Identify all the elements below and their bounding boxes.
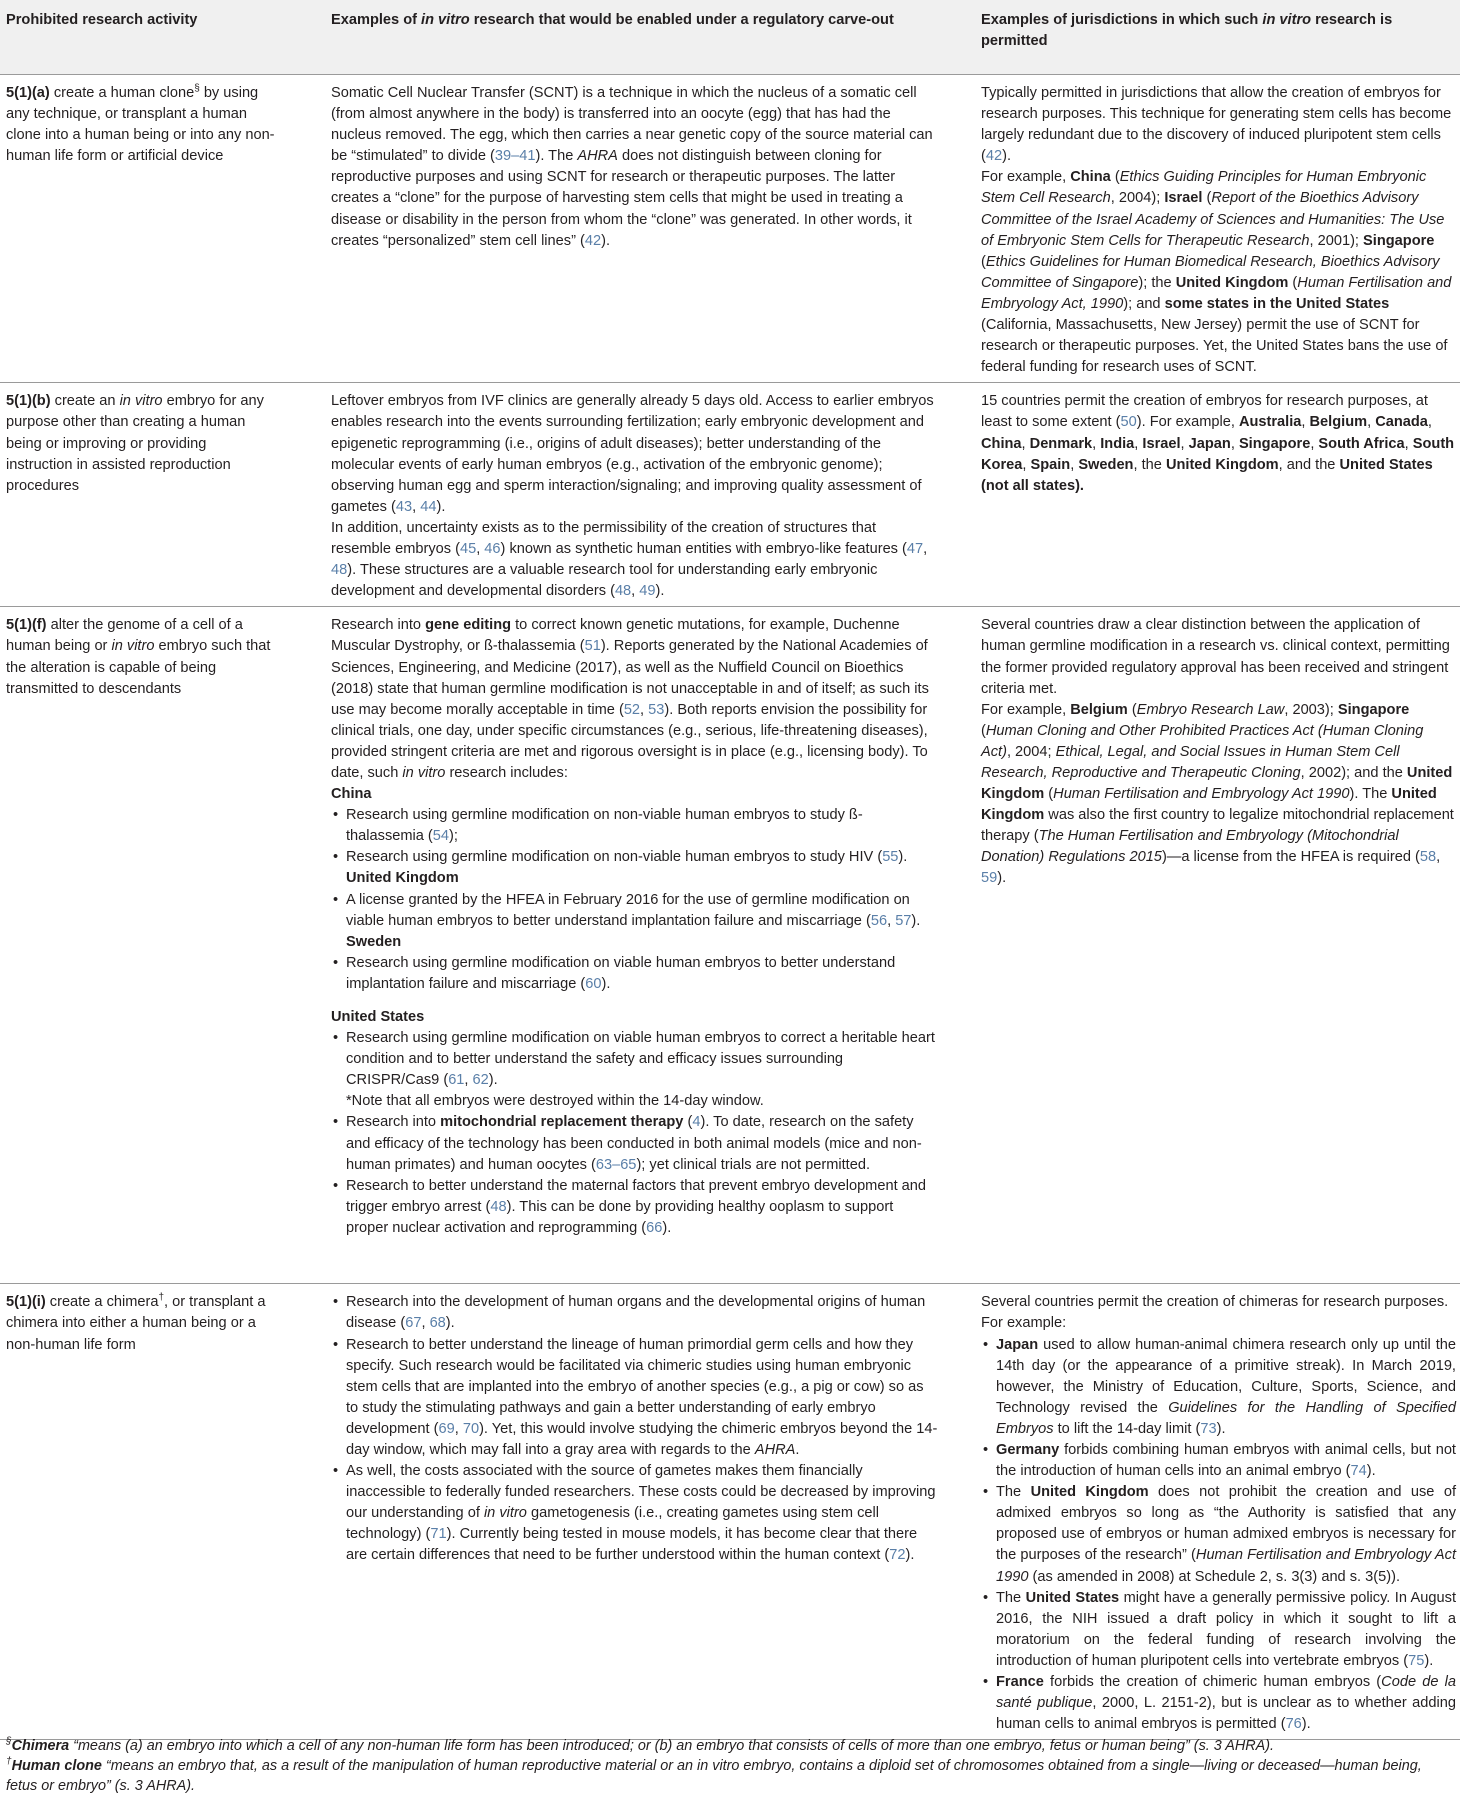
- activity-cell: 5(1)(b) create an in vitro embryo for any purpose other than creating a human being or improving or providing instruction in assisted reproduction procedures: [0, 383, 325, 607]
- list-item: • As well, the costs associated with the source of gametes makes them financially inaccessible to federally funded researchers. These costs could be decreased by improving our understanding of in vitro gametogenesis (i.e., creating gametes using stem cell technology) (71). Currently being tested in mouse models, it has become clear that there are certain differences that need to be further understood within the human context (72).: [346, 1461, 939, 1566]
- list-item: • Japan used to allow human-animal chimera research only up until the 14th day (or the appearance of a primitive streak). In March 2019, however, the Ministry of Education, Culture, Sports, Science, and Technology revised the Guidelines for the Handling of Specified Embryos to lift the 14-day limit (73).: [996, 1335, 1456, 1440]
- list-item: • Research using germline modification on viable human embryos to better understand implantation failure and miscarriage (60).: [346, 953, 939, 995]
- table-row: [0, 383, 1460, 607]
- jurisdictions-cell: Several countries permit the creation of chimeras for research purposes. For example: • Japan used to allow human-animal chimera research only up until the 14th day (or the appearance of a primitive streak). In March 2019, however, the Ministry of Education, Culture, Sports, Science, and Technology revised the Guidelines for the Handling of Specified Embryos to lift the 14-day limit (73). • Germany forbids combining human embryos with animal cells, but not the introduction of human cells into an animal embryo (74). • The United Kingdom does not prohibit the creation and use of admixed embryos so long as “the Authority is satisfied that any proposed use of embryos or human admixed embryos is necessary for the purposes of the research” (Human Fertilisation and Embryology Act 1990 (as amended in 2008) at Schedule 2, s. 3(3) and s. 3(5)). • The United States might have a generally permissive policy. In August 2016, the NIH issued a draft policy in which it sought to lift a moratorium on the federal funding of research involving the introduction of human pluripotent cells into vertebrate embryos (75). • France forbids the creation of chimeric human embryos (Code de la santé publique, 2000, L. 2151-2), but is unclear as to whether adding human cells to animal embryos is permitted (76).: [975, 1284, 1460, 1740]
- list-item: • The United Kingdom does not prohibit the creation and use of admixed embryos so long as “the Authority is satisfied that any proposed use of embryos or human admixed embryos is necessary for the purposes of the research” (Human Fertilisation and Embryology Act 1990 (as amended in 2008) at Schedule 2, s. 3(3) and s. 3(5)).: [996, 1482, 1456, 1587]
- table-row: [0, 1284, 1460, 1740]
- jurisdictions-cell: Several countries draw a clear distinction between the application of human germline modification in a research vs. clinical context, permitting the former provided regulatory approval has been received and stringent criteria met. For example, Belgium (Embryo Research Law, 2003); Singapore (Human Cloning and Other Prohibited Practices Act (Human Cloning Act), 2004; Ethical, Legal, and Social Issues in Human Stem Cell Research, Reproductive and Therapeutic Cloning, 2002); and the United Kingdom (Human Fertilisation and Embryology Act 1990). The United Kingdom was also the first country to legalize mitochondrial replacement therapy (The Human Fertilisation and Embryology (Mitochondrial Donation) Regulations 2015)—a license from the HFEA is required (58, 59).: [975, 607, 1460, 1284]
- country-heading: United States: [331, 1009, 425, 1025]
- list-item: • France forbids the creation of chimeric human embryos (Code de la santé publique, 2000, L. 2151-2), but is unclear as to whether adding human cells to animal embryos is permitted (76).: [996, 1672, 1456, 1735]
- list-item: • Research into mitochondrial replacement therapy (4). To date, research on the safety and efficacy of the technology has been conducted in both animal models (mice and non-human primates) and human oocytes (63–65); yet clinical trials are not permitted.: [346, 1112, 939, 1175]
- header-prohibited-activity: Prohibited research activity: [0, 0, 325, 75]
- examples-cell: Research into gene editing to correct known genetic mutations, for example, Duchenne Muscular Dystrophy, or ß-thalassemia (51). Reports generated by the National Academies of Sciences, Engineering, and Medicine (2017), as well as the Nuffield Council on Bioethics (2018) state that human germline modification is not unacceptable in and of itself; as such its use may become morally acceptable in time (52, 53). Both reports envision the possibility for clinical trials, one day, under specific circumstances (e.g., serious, life-threatening diseases), provided stringent criteria are met and rigorous oversight is in place (e.g., licensing body). To date, such in vitro research includes: China • Research using germline modification on non-viable human embryos to study ß-thalassemia (54); • Research using germline modification on non-viable human embryos to study HIV (55). United Kingdom • A license granted by the HFEA in February 2016 for the use of germline modification on viable human embryos to better understand implantation failure and miscarriage (56, 57). Sweden • Research using germline modification on viable human embryos to better understand implantation failure and miscarriage (60). United States • Research using germline modification on viable human embryos to correct a heritable heart condition and to better understand the safety and efficacy issues surrounding CRISPR/Cas9 (61, 62). *Note that all embryos were destroyed within the 14-day window. • Research into mitochondrial replacement therapy (4). To date, research on the safety and efficacy of the technology has been conducted in both animal models (mice and non-human primates) and human oocytes (63–65); yet clinical trials are not permitted. • Research to better understand the maternal factors that prevent embryo development and trigger embryo arrest (48). This can be done by providing healthy ooplasm to support proper nuclear activation and reprogramming (66).: [325, 607, 975, 1284]
- list-item: • Research using germline modification on non-viable human embryos to study HIV (55).: [346, 847, 939, 868]
- header-examples: Examples of in vitro research that would be enabled under a regulatory carve-out: [325, 0, 975, 75]
- footnotes: [6, 1736, 1456, 1796]
- jurisdictions-cell: 15 countries permit the creation of embryos for research purposes, at least to some extent (50). For example, Australia, Belgium, Canada, China, Denmark, India, Israel, Japan, Singapore, South Africa, South Korea, Spain, Sweden, the United Kingdom, and the United States (not all states).: [975, 383, 1460, 607]
- country-heading: Sweden: [346, 933, 402, 950]
- list-item: • Germany forbids combining human embryos with animal cells, but not the introduction of human cells into an animal embryo (74).: [996, 1440, 1456, 1482]
- activity-cell: 5(1)(i) create a chimera†, or transplant a chimera into either a human being or a non-human life form: [0, 1284, 325, 1740]
- footnote-chimera: §Chimera “means (a) an embryo into which a cell of any non-human life form has been introduced; or (b) an embryo that consists of cells of more than one embryo, fetus or human being” (s. 3 AHRA).: [6, 1736, 1275, 1754]
- jurisdictions-cell: Typically permitted in jurisdictions that allow the creation of embryos for research purposes. This technique for generating stem cells has become largely redundant due to the discovery of induced pluripotent stem cells (42). For example, China (Ethics Guiding Principles for Human Embryonic Stem Cell Research, 2004); Israel (Report of the Bioethics Advisory Committee of the Israel Academy of Sciences and Humanities: The Use of Embryonic Stem Cells for Therapeutic Research, 2001); Singapore (Ethics Guidelines for Human Biomedical Research, Bioethics Advisory Committee of Singapore); the United Kingdom (Human Fertilisation and Embryology Act, 1990); and some states in the United States (California, Massachusetts, New Jersey) permit the use of SCNT for research or therapeutic purposes. Yet, the United States bans the use of federal funding for research uses of SCNT.: [975, 75, 1460, 383]
- table-row: [0, 607, 1460, 1284]
- note-text: *Note that all embryos were destroyed within the 14-day window.: [346, 1093, 764, 1110]
- table-row: [0, 75, 1460, 383]
- footnote-human-clone: †Human clone “means an embryo that, as a result of the manipulation of human reproductive material or an in vitro embryo, contains a diploid set of chromosomes obtained from a single—living or deceased—human being, fetus or embryo” (s. 3 AHRA).: [6, 1756, 1422, 1794]
- list-item: • Research to better understand the lineage of human primordial germ cells and how they specify. Such research would be facilitated via chimeric studies using human embryonic stem cells that are implanted into the embryo of another species (e.g., a pig or cow) so as to study the stimulating pathways and gain a better understanding of early embryo development (69, 70). Yet, this would involve studying the chimeric embryos beyond the 14-day window, which may fall into a gray area with regards to the AHRA.: [346, 1335, 939, 1462]
- list-item: • Research using germline modification on non-viable human embryos to study ß-thalassemia (54);: [346, 805, 939, 847]
- examples-cell: [325, 1284, 975, 1740]
- list-item: • Research into the development of human organs and the developmental origins of human disease (67, 68).: [346, 1292, 939, 1334]
- list-item: • Research using germline modification on viable human embryos to correct a heritable heart condition and to better understand the safety and efficacy issues surrounding CRISPR/Cas9 (61, 62).: [346, 1028, 939, 1091]
- examples-cell: Somatic Cell Nuclear Transfer (SCNT) is a technique in which the nucleus of a somatic cell (from almost anywhere in the body) is transferred into an oocyte (egg) that has had the nucleus removed. The egg, which then carries a near genetic copy of the source material can be “stimulated” to divide (39–41). The AHRA does not distinguish between cloning for reproductive purposes and using SCNT for research or therapeutic purposes. The latter creates a “clone” for the purpose of harvesting stem cells that might be used in treating a disease or disability in the person from whom the “clone” was generated. In other words, it creates “personalized” stem cell lines” (42).: [325, 75, 975, 383]
- list-item: • A license granted by the HFEA in February 2016 for the use of germline modification on viable human embryos to better understand implantation failure and miscarriage (56, 57).: [346, 890, 939, 932]
- examples-cell: Leftover embryos from IVF clinics are generally already 5 days old. Access to earlier embryos enables research into the events surrounding fertilization; early embryonic development and epigenetic reprogramming (i.e., origins of adult diseases); better understanding of the molecular events of early human embryos (e.g., activation of the embryonic genome); observing human egg and sperm interaction/signaling; and improving quality assessment of gametes (43, 44). In addition, uncertainty exists as to the permissibility of the creation of structures that resemble embryos (45, 46) known as synthetic human entities with embryo-like features (47, 48). These structures are a valuable research tool for understanding early embryonic development and developmental disorders (48, 49).: [325, 383, 975, 607]
- country-heading: United Kingdom: [346, 870, 459, 887]
- table-header-row: [0, 0, 1460, 75]
- activity-cell: 5(1)(a) create a human clone§ by using any technique, or transplant a human clone into a human being or into any non-human life form or artificial device: [0, 75, 325, 383]
- list-item: • The United States might have a generally permissive policy. In August 2016, the NIH issued a draft policy in which it sought to lift a moratorium on the federal funding of research involving the introduction of human pluripotent cells into vertebrate embryos (75).: [996, 1588, 1456, 1672]
- activity-cell: 5(1)(f) alter the genome of a cell of a human being or in vitro embryo such that the alteration is capable of being transmitted to descendants: [0, 607, 325, 1284]
- header-jurisdictions: Examples of jurisdictions in which such in vitro research is permitted: [975, 0, 1460, 75]
- list-item: • Research to better understand the maternal factors that prevent embryo development and trigger embryo arrest (48). This can be done by providing healthy ooplasm to support proper nuclear activation and reprogramming (66).: [346, 1176, 939, 1239]
- country-heading: China: [331, 786, 372, 803]
